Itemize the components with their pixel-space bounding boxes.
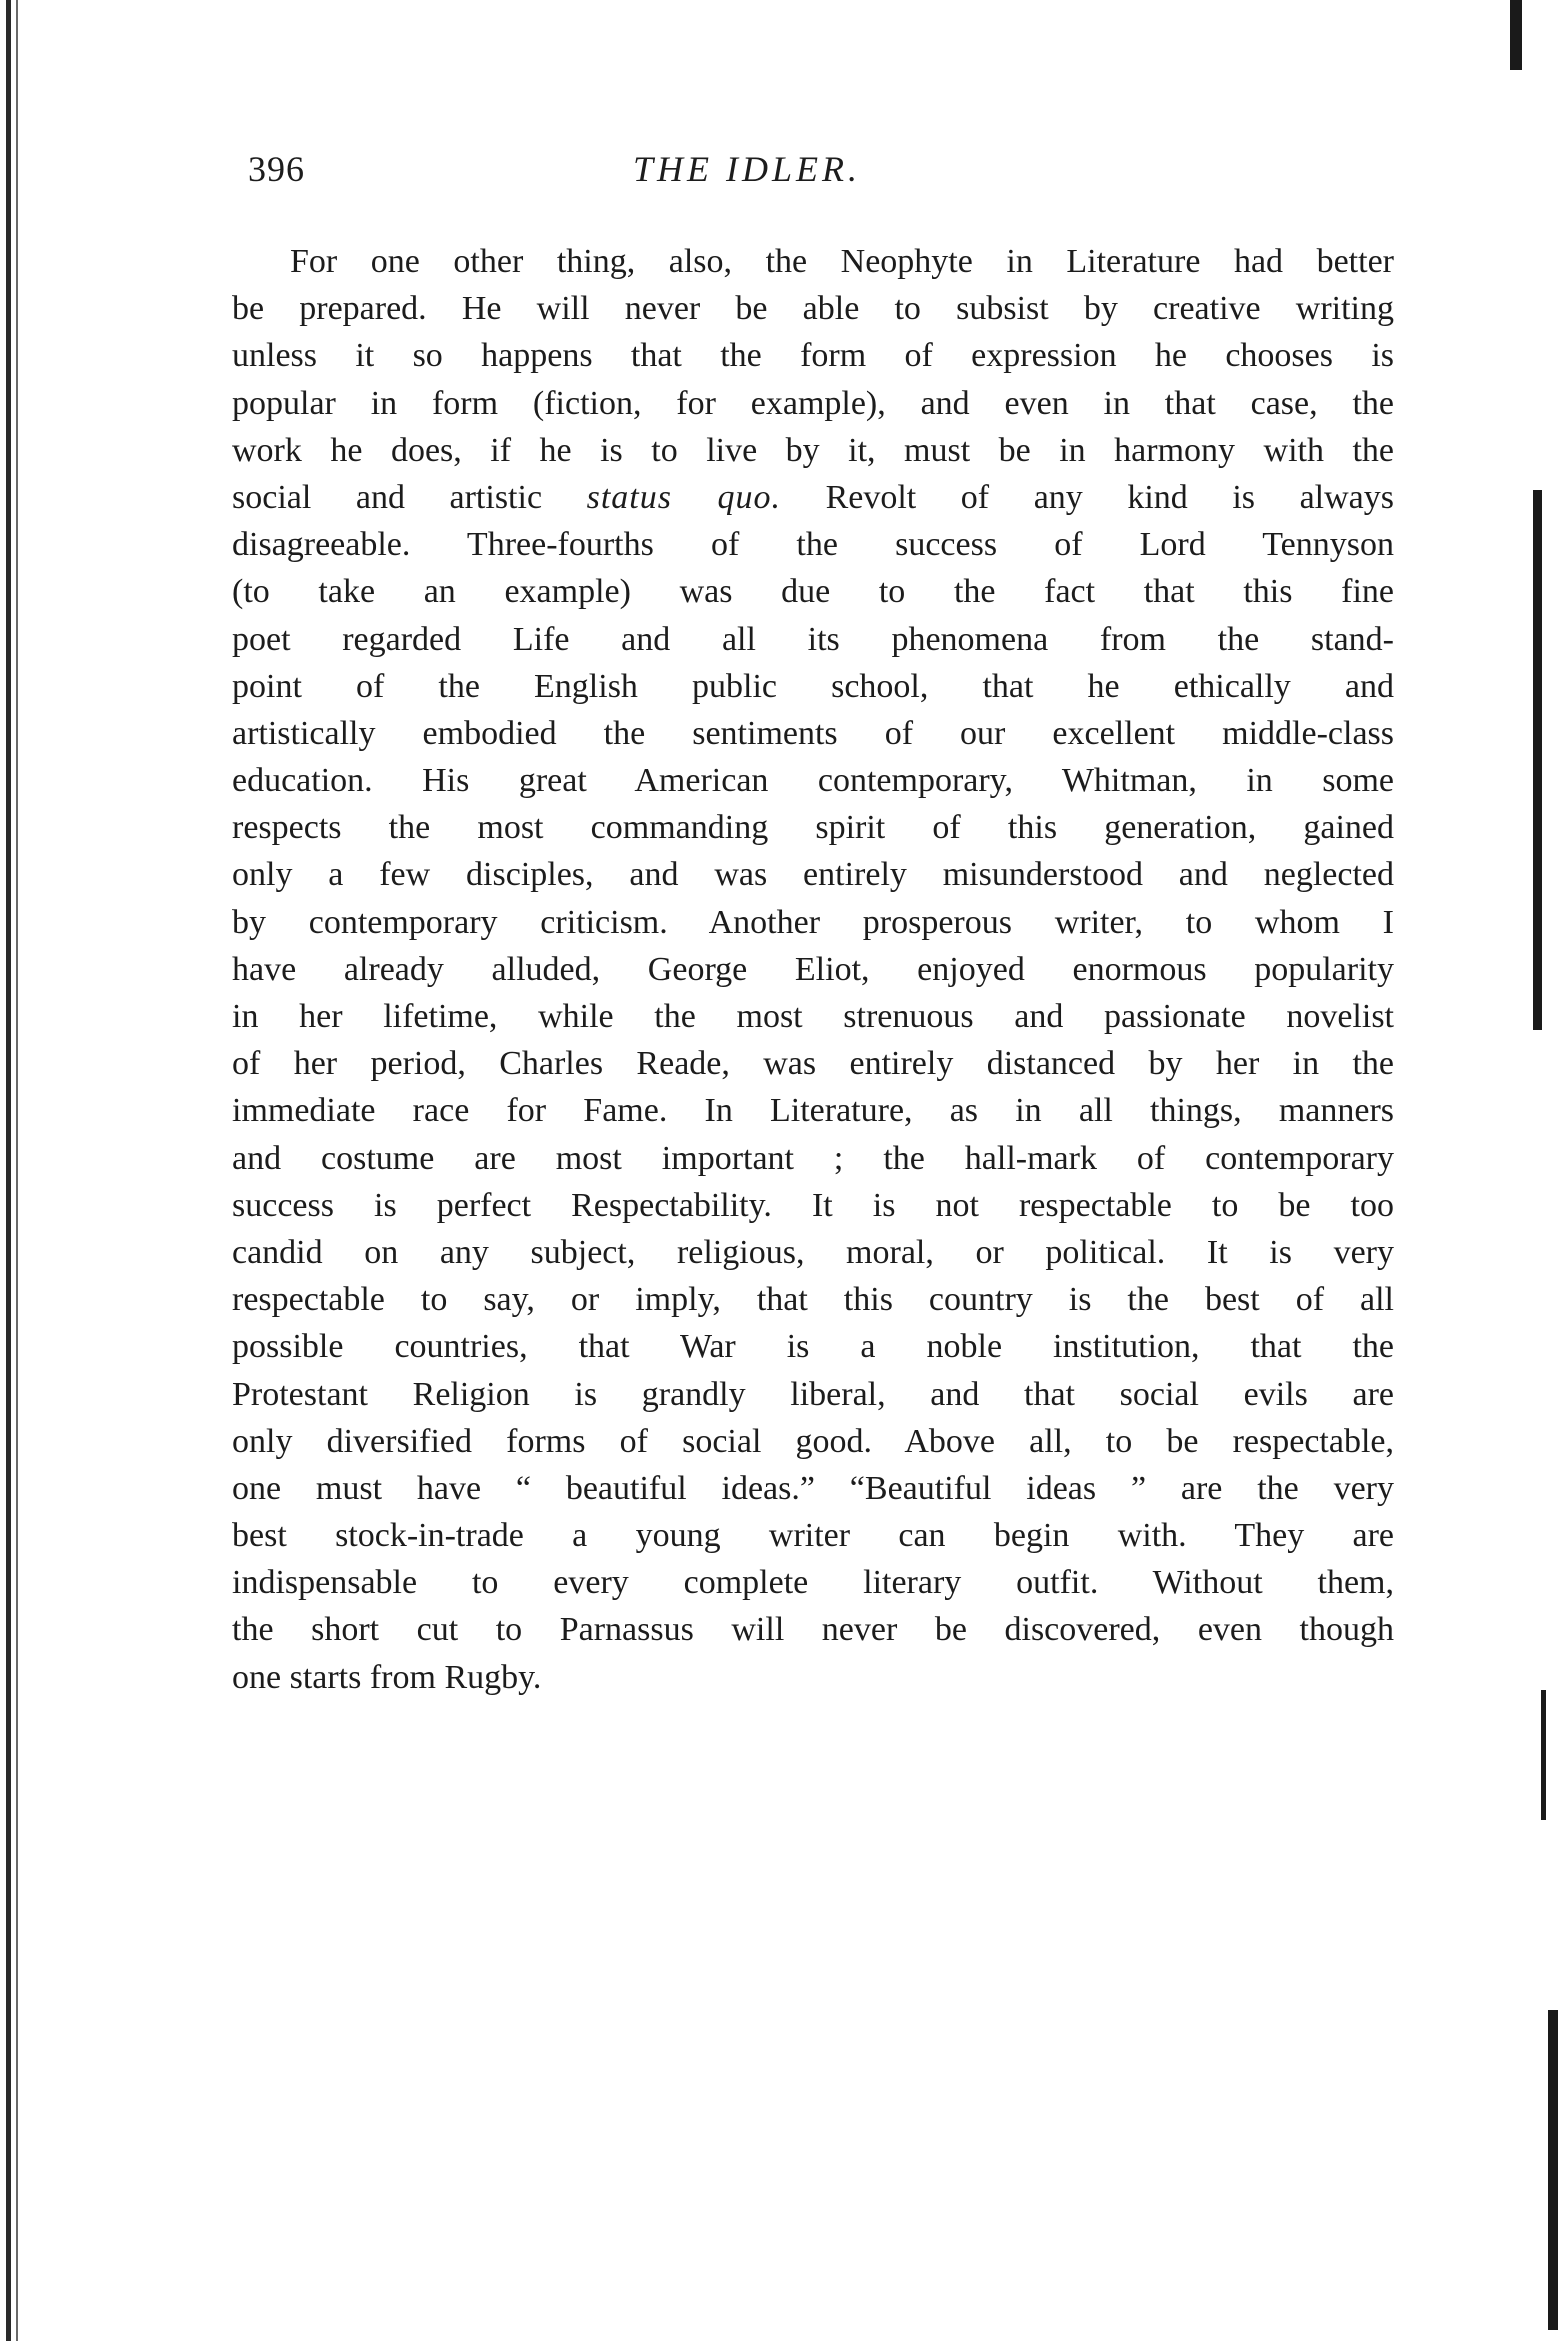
- text-line: possible countries, that War is a noble institution, that the: [232, 1328, 1394, 1366]
- text-line: in her lifetime, while the most strenuous and passionate novelist: [232, 998, 1394, 1035]
- text-line: be prepared. He will never be able to subsist by creative writing: [232, 290, 1394, 328]
- text-line: (to take an example) was due to the fact that this fine: [232, 573, 1394, 611]
- scan-edge-left: [6, 0, 11, 2341]
- text-line: work he does, if he is to live by it, must be in harmony with the: [232, 431, 1394, 469]
- text-line: respects the most commanding spirit of this generation, gained: [232, 809, 1394, 847]
- text-line: by contemporary criticism. Another prosperous writer, to whom I: [232, 903, 1394, 941]
- running-title: THE IDLER.: [633, 149, 861, 189]
- text-line: point of the English public school, that he ethically and: [232, 667, 1394, 705]
- scan-mark-right: [1548, 2010, 1558, 2330]
- text-line: one must have “ beautiful ideas.” “Beautiful ideas ” are the very: [232, 1469, 1394, 1507]
- text-line: poet regarded Life and all its phenomena from the stand-: [232, 620, 1394, 658]
- body-paragraph: [232, 238, 1394, 1701]
- scan-edge-left-inner: [16, 0, 18, 2341]
- text-line: unless it so happens that the form of expression he chooses is: [232, 337, 1394, 375]
- text-line: have already alluded, George Eliot, enjoyed enormous popularity: [232, 950, 1394, 988]
- text-line: [232, 474, 1394, 521]
- text-line: disagreeable. Three-fourths of the success of Lord Tennyson: [232, 526, 1394, 564]
- text-line: candid on any subject, religious, moral, or political. It is very: [232, 1233, 1394, 1271]
- scan-mark-right: [1541, 1690, 1546, 1820]
- text-line: only diversified forms of social good. Above all, to be respectable,: [232, 1422, 1394, 1460]
- scan-mark-right: [1533, 490, 1542, 1030]
- text-line: immediate race for Fame. In Literature, as in all things, manners: [232, 1092, 1394, 1130]
- text-line: only a few disciples, and was entirely misunderstood and neglected: [232, 856, 1394, 894]
- text-line-end: Revolt of any kind is always: [781, 478, 1394, 516]
- text-line: respectable to say, or imply, that this country is the best of all: [232, 1281, 1394, 1319]
- text-line: artistically embodied the sentiments of our excellent middle-class: [232, 714, 1394, 752]
- text-line: Protestant Religion is grandly liberal, and that social evils are: [232, 1375, 1394, 1413]
- text-line: best stock-in-trade a young writer can begin with. They are: [232, 1517, 1394, 1555]
- italic-phrase: status quo.: [586, 478, 782, 516]
- page-header: [248, 148, 1348, 208]
- text-line-start: social and artistic: [232, 478, 587, 516]
- text-line: indispensable to every complete literary outfit. Without them,: [232, 1564, 1394, 1602]
- text-line: popular in form (fiction, for example), and even in that case, the: [232, 384, 1394, 422]
- text-line: For one other thing, also, the Neophyte in Literature had better: [290, 243, 1394, 280]
- text-line: the short cut to Parnassus will never be discovered, even though: [232, 1611, 1394, 1649]
- scan-mark-right: [1510, 0, 1522, 70]
- text-line: education. His great American contemporary, Whitman, in some: [232, 762, 1394, 800]
- text-line: and costume are most important ; the hall-mark of contemporary: [232, 1139, 1394, 1177]
- text-line: of her period, Charles Reade, was entirely distanced by her in the: [232, 1045, 1394, 1083]
- text-line: success is perfect Respectability. It is not respectable to be too: [232, 1186, 1394, 1224]
- text-line: one starts from Rugby.: [232, 1658, 542, 1696]
- page-number: 396: [248, 149, 305, 189]
